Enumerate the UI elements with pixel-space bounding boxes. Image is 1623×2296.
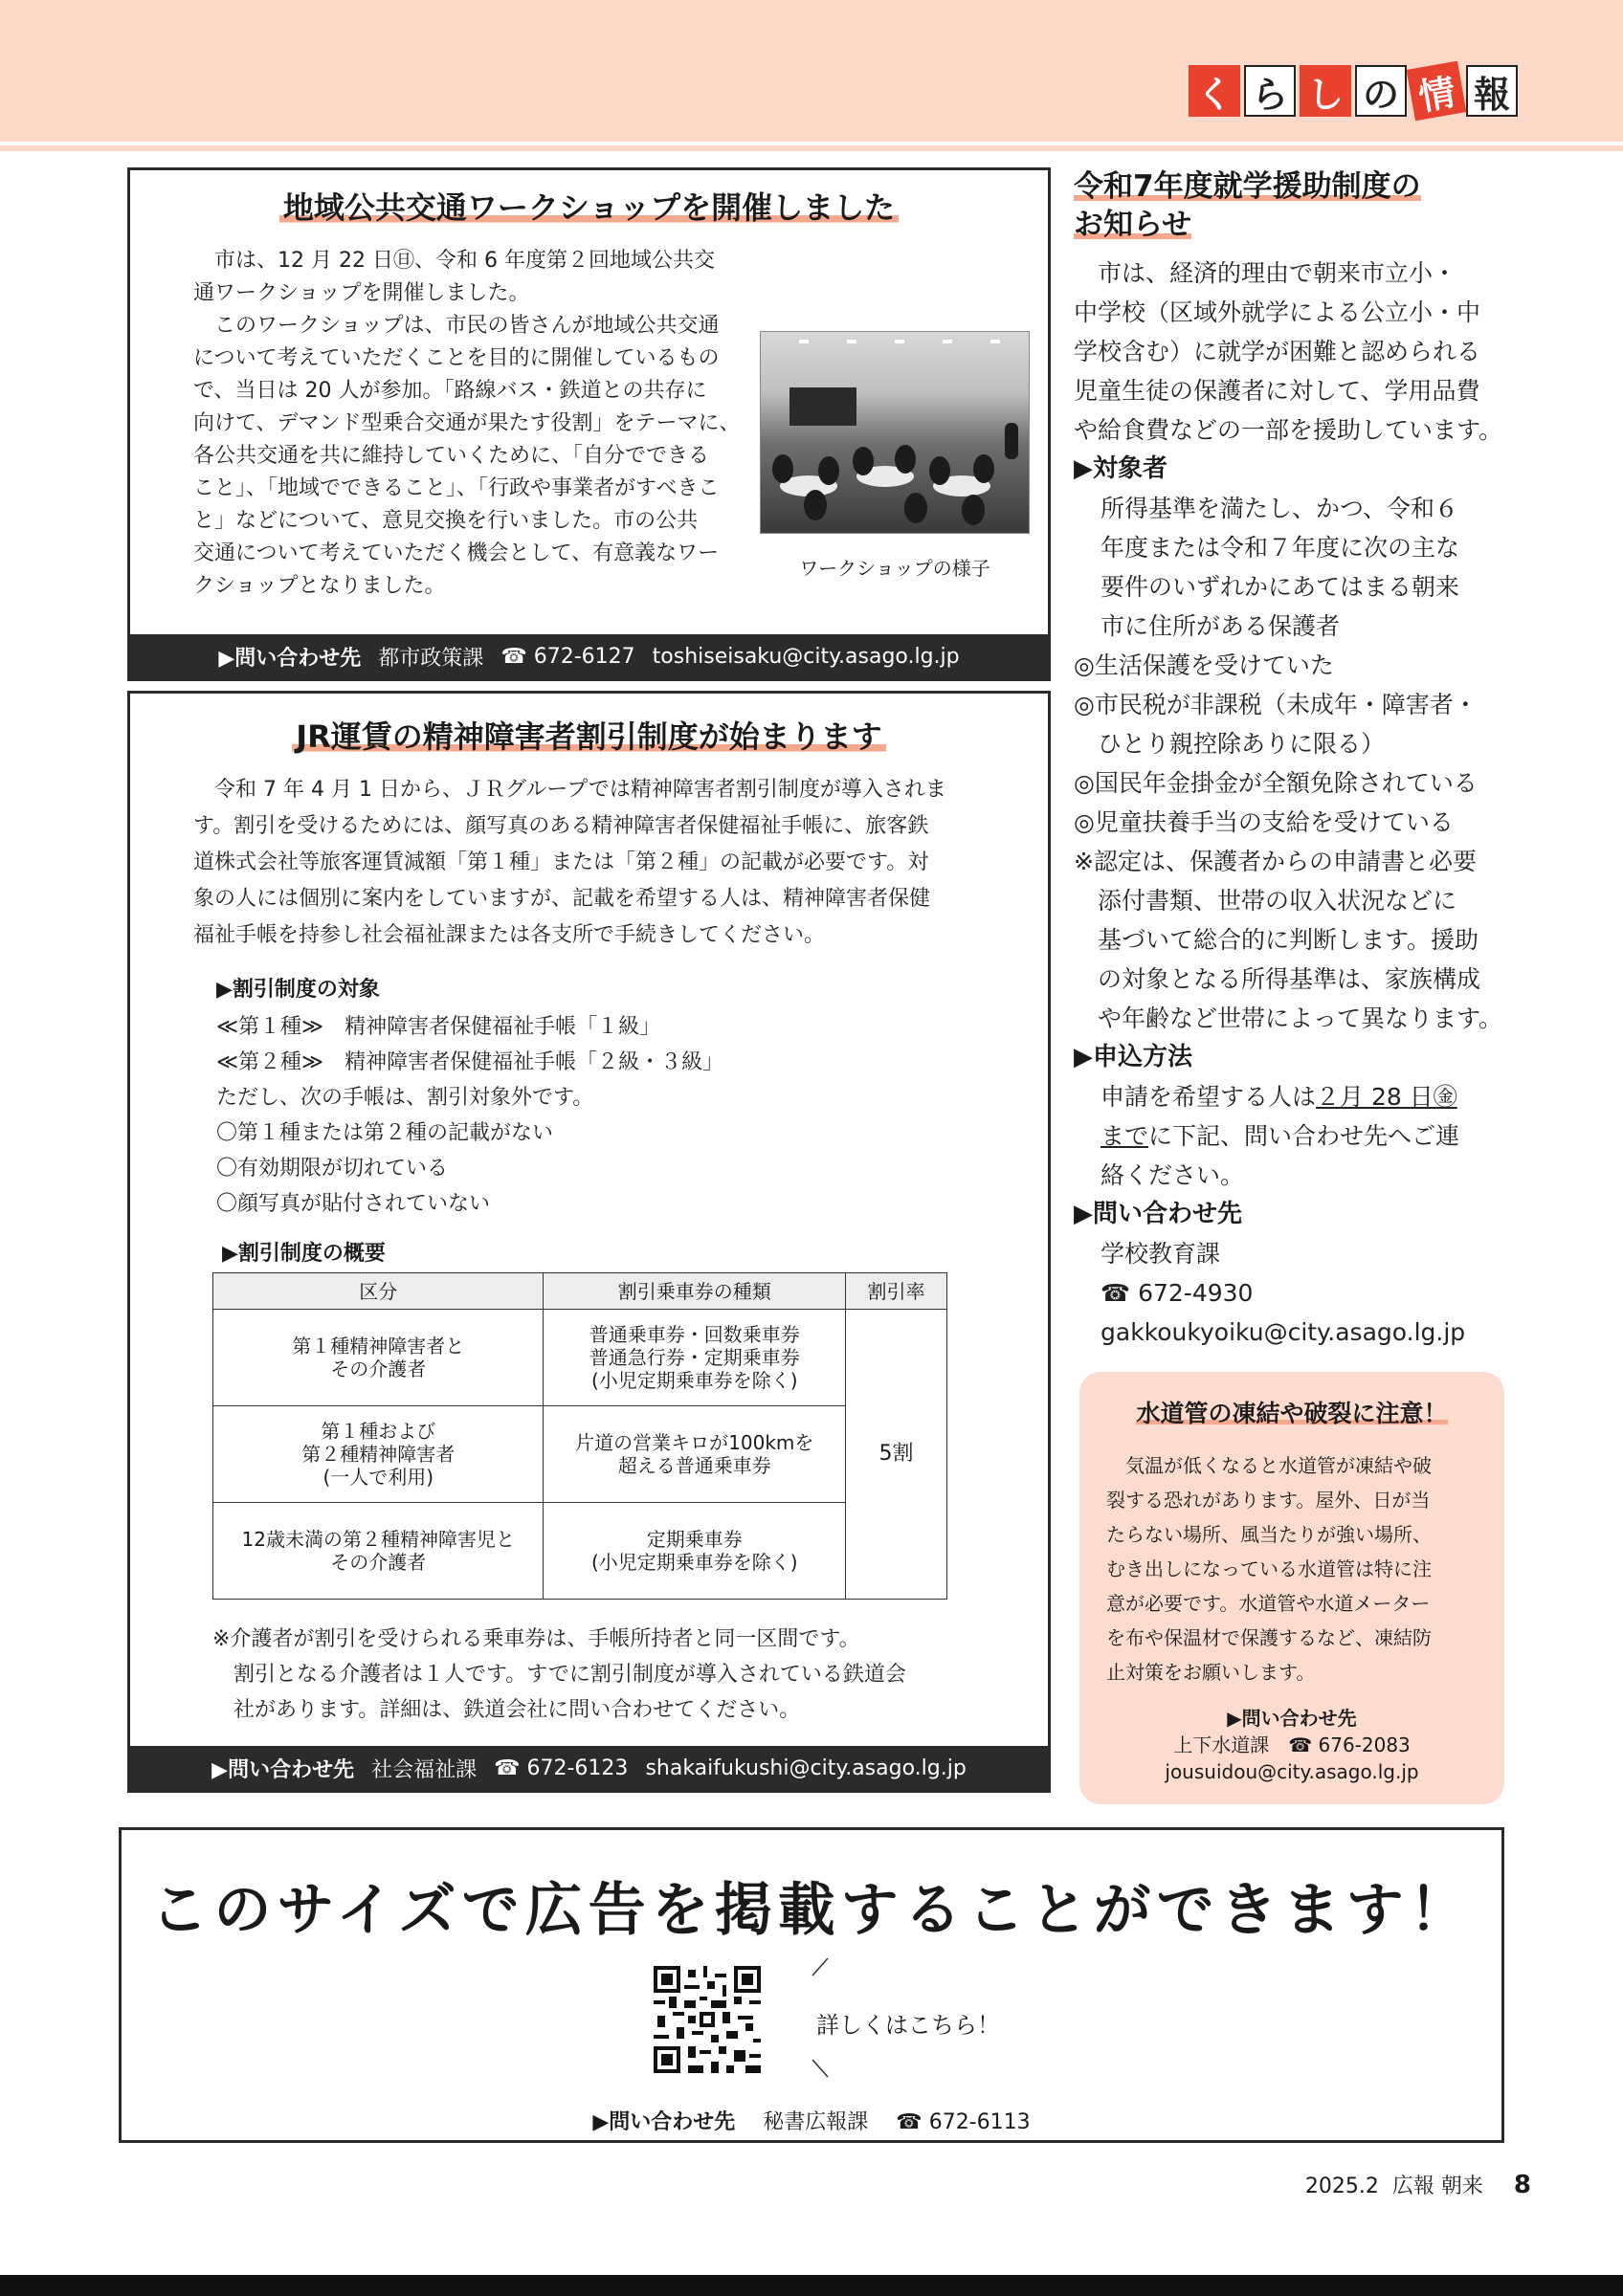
target-list bbox=[1074, 489, 1504, 646]
contact-lead: ▶問い合わせ先 bbox=[1227, 1707, 1357, 1730]
text-line: むき出しになっている水道管は特に注 bbox=[1106, 1557, 1432, 1580]
text-line: ※介護者が割引を受けられる乗車券は、手帳所持者と同一区間です。 bbox=[212, 1627, 860, 1651]
text-line: の対象となる所得基準は、家族構成 bbox=[1074, 965, 1481, 993]
article-title: 令和7年度就学援助制度の bbox=[1074, 169, 1421, 204]
contact-lead: ▶問い合わせ先 bbox=[211, 1757, 355, 1782]
table-header: 割引率 bbox=[846, 1273, 947, 1310]
text-line: 中学校（区域外就学による公立小・中 bbox=[1074, 298, 1481, 326]
contact-dept: 学校教育課 bbox=[1101, 1240, 1221, 1268]
publication-name: 広報 朝来 bbox=[1391, 2175, 1483, 2198]
contact-dept: 秘書広報課 bbox=[763, 2110, 869, 2134]
text-line: ≪第２種≫ 精神障害者保健福祉手帳「２級・３級」 bbox=[216, 1050, 724, 1074]
text-line: ◎児童扶養手当の支給を受けている bbox=[1074, 808, 1454, 836]
target-list bbox=[216, 1009, 886, 1222]
page-footer bbox=[1305, 2170, 1531, 2199]
text-line: 道株式会社等旅客運賃減額「第１種」または「第２種」の記載が必要です。対 bbox=[193, 850, 929, 874]
contact-bar bbox=[130, 634, 1048, 678]
table-row bbox=[213, 1503, 947, 1600]
contact-lead: ▶問い合わせ先 bbox=[592, 2110, 736, 2134]
table-cell: 普通乗車券・回数乗車券 普通急行券・定期乗車券 (小児定期乗車券を除く) bbox=[544, 1310, 846, 1406]
notice-title: 水道管の凍結や破裂に注意！ bbox=[1136, 1400, 1448, 1427]
text-line: 添付書類、世帯の収入状況などに bbox=[1074, 887, 1457, 915]
page-number: 8 bbox=[1513, 2171, 1531, 2199]
text-line: 令和 7 年 4 月 1 日から、ＪＲグループでは精神障害者割引制度が導入されま bbox=[193, 778, 946, 802]
text-line: 〇有効期限が切れている bbox=[216, 1157, 449, 1181]
logo-char: 情 bbox=[1407, 61, 1467, 121]
apply-deadline: ２月 28 日㊎ bbox=[1316, 1083, 1457, 1111]
contact-dept: 社会福祉課 bbox=[371, 1757, 478, 1782]
article-jr-discount bbox=[127, 691, 1051, 1793]
logo-char: の bbox=[1355, 65, 1407, 117]
table-cell: 第１種および 第２種精神障害者 (一人で利用) bbox=[213, 1406, 544, 1503]
photo-caption: ワークショップの様子 bbox=[799, 557, 990, 580]
table-cell: 12歳未満の第２種精神障害児と その介護者 bbox=[213, 1503, 544, 1600]
contact-phone: ☎ 672-6127 bbox=[500, 644, 635, 669]
article-title: 地域公共交通ワークショップを開催しました bbox=[130, 184, 1048, 228]
ad-space bbox=[119, 1827, 1504, 2143]
text-line: 割引となる介護者は１人です。すでに割引制度が導入されている鉄道会 bbox=[212, 1663, 906, 1687]
notice-body bbox=[1106, 1448, 1489, 1689]
apply-heading: ▶申込方法 bbox=[1074, 1043, 1192, 1071]
issue-date: 2025.2 bbox=[1304, 2175, 1379, 2198]
text-line: 基づいて総合的に判断します。援助 bbox=[1074, 926, 1479, 954]
table-header: 割引乗車券の種類 bbox=[544, 1273, 846, 1310]
contact-bar bbox=[130, 1746, 1048, 1790]
text-line: や給食費などの一部を援助しています。 bbox=[1074, 416, 1503, 444]
text-line: 気温が低くなると水道管が凍結や破 bbox=[1106, 1454, 1432, 1477]
section-logo bbox=[1189, 65, 1518, 117]
target-heading: ▶対象者 bbox=[1074, 454, 1167, 483]
workshop-photo bbox=[760, 331, 1030, 534]
text-line: や年齢など世帯によって異なります。 bbox=[1074, 1004, 1503, 1032]
text-line: 各公共交通を共に維持していくために、「自分でできる bbox=[193, 444, 710, 468]
text-line: 市は、12 月 22 日㊐、令和 6 年度第２回地域公共交 bbox=[193, 249, 715, 273]
contact-dept: 都市政策課 bbox=[378, 646, 484, 671]
text-line: ◎生活保護を受けていた bbox=[1074, 651, 1334, 679]
table-row bbox=[213, 1310, 947, 1406]
article-intro bbox=[1074, 254, 1504, 450]
article-school-aid bbox=[1074, 167, 1504, 1352]
text-line: このワークショップは、市民の皆さんが地域公共交通 bbox=[193, 314, 720, 338]
article-body bbox=[193, 245, 758, 603]
text-line: 絡ください。 bbox=[1101, 1161, 1245, 1189]
contact-phone: ☎ 672-6113 bbox=[896, 2110, 1031, 2134]
water-pipe-notice bbox=[1079, 1372, 1504, 1804]
text-line: 福祉手帳を持参し社会福祉課または各支所で手続きしてください。 bbox=[193, 923, 826, 947]
text-line: 向けて、デマンド型乗合交通が果たす役割」をテーマに、 bbox=[193, 411, 741, 435]
qr-code-icon[interactable] bbox=[654, 1966, 761, 2073]
text-line: 市に住所がある保護者 bbox=[1101, 612, 1341, 640]
logo-char: 報 bbox=[1466, 65, 1518, 117]
contact-info bbox=[1074, 1234, 1504, 1352]
article-workshop bbox=[127, 167, 1051, 681]
article-title: JR運賃の精神障害者割引制度が始まります bbox=[130, 713, 1048, 757]
bottom-bar bbox=[0, 2275, 1623, 2296]
ad-headline: このサイズで広告を掲載することができます！ bbox=[150, 1877, 1473, 1944]
text-line: 裂する恐れがあります。屋外、日が当 bbox=[1106, 1489, 1431, 1512]
apply-text bbox=[1074, 1077, 1504, 1195]
contact-phone: ☎ 672-4930 bbox=[1101, 1279, 1254, 1307]
text-line: 学校含む）に就学が困難と認められる bbox=[1074, 338, 1481, 365]
text-line: で、当日は 20 人が参加。「路線バス・鉄道との共存に bbox=[193, 379, 707, 403]
article-intro bbox=[193, 772, 1026, 954]
text-line: 通ワークショップを開催しました。 bbox=[193, 281, 530, 305]
text-line: について考えていただくことを目的に開催しているもの bbox=[193, 346, 720, 370]
overview-heading: ▶割引制度の概要 bbox=[222, 1242, 386, 1266]
article-title-line2: お知らせ bbox=[1074, 208, 1192, 242]
text-line: たらない場所、風当たりが強い場所、 bbox=[1106, 1523, 1432, 1546]
text-line: す。割引を受けるためには、顔写真のある精神障害者保健福祉手帳に、旅客鉄 bbox=[193, 814, 929, 838]
text-line: 意が必要です。水道管や水道メーター bbox=[1106, 1592, 1431, 1615]
header-stripe bbox=[0, 134, 1623, 142]
logo-char: く bbox=[1189, 65, 1240, 117]
table-header-row bbox=[213, 1273, 947, 1310]
contact-email[interactable]: jousuidou@city.asago.lg.jp bbox=[1165, 1760, 1419, 1783]
text-line: ただし、次の手帳は、割引対象外です。 bbox=[216, 1086, 594, 1110]
table-cell: 片道の営業キロが100kmを 超える普通乗車券 bbox=[544, 1406, 846, 1503]
ad-contact bbox=[122, 2106, 1501, 2135]
table-row bbox=[213, 1406, 947, 1503]
text-line: までに下記、問い合わせ先へご連 bbox=[1101, 1122, 1460, 1150]
table-cell: 定期乗車券 (小児定期乗車券を除く) bbox=[544, 1503, 846, 1600]
text-line: ※認定は、保護者からの申請書と必要 bbox=[1074, 848, 1477, 875]
text-line: ◎市民税が非課税（未成年・障害者・ bbox=[1074, 691, 1478, 718]
conditions-list bbox=[1074, 646, 1504, 1038]
logo-char: し bbox=[1300, 65, 1351, 117]
contact-heading: ▶問い合わせ先 bbox=[1074, 1200, 1242, 1228]
text-line: 所得基準を満たし、かつ、令和６ bbox=[1101, 495, 1459, 522]
contact-line: 上下水道課 ☎ 676-2083 bbox=[1173, 1733, 1411, 1756]
text-line: 止対策をお願いします。 bbox=[1106, 1661, 1316, 1684]
notice-contact bbox=[1079, 1705, 1504, 1785]
text-line: 象の人には個別に案内をしていますが、記載を希望する人は、精神障害者保健 bbox=[193, 887, 931, 911]
ad-details-link[interactable]: 詳しくはこちら！ bbox=[816, 2012, 1000, 2039]
text-line: クショップとなりました。 bbox=[193, 574, 446, 598]
text-line: 市は、経済的理由で朝来市立小・ bbox=[1074, 259, 1457, 287]
text-line: と」などについて、意見交換を行いました。市の公共 bbox=[193, 509, 699, 533]
table-header: 区分 bbox=[213, 1273, 544, 1310]
text-line: を布や保温材で保護するなど、凍結防 bbox=[1106, 1626, 1432, 1649]
contact-lead: ▶問い合わせ先 bbox=[218, 646, 362, 671]
text-line: 申請を希望する人は２月 28 日㊎ bbox=[1101, 1083, 1457, 1111]
text-line: 社があります。詳細は、鉄道会社に問い合わせてください。 bbox=[212, 1698, 801, 1722]
text-line: 〇顔写真が貼付されていない bbox=[216, 1192, 491, 1216]
text-line: 児童生徒の保護者に対して、学用品費 bbox=[1074, 377, 1480, 405]
text-line: ◎国民年金掛金が全額免除されている bbox=[1074, 769, 1478, 797]
text-line: ひとり親控除ありに限る） bbox=[1074, 730, 1386, 758]
text-line: 要件のいずれかにあてはまる朝来 bbox=[1101, 573, 1460, 601]
discount-table bbox=[212, 1272, 947, 1600]
target-heading: ▶割引制度の対象 bbox=[216, 978, 380, 1002]
text-line: 交通について考えていただく機会として、有意義なワー bbox=[193, 541, 720, 565]
text-line: こと」、「地域でできること」、「行政や事業者がすべきこ bbox=[193, 476, 720, 500]
contact-email[interactable]: toshiseisaku@city.asago.lg.jp bbox=[652, 644, 960, 669]
table-cell-rate: 5割 bbox=[846, 1310, 947, 1600]
logo-char: ら bbox=[1244, 65, 1296, 117]
text-line: 〇第１種または第２種の記載がない bbox=[216, 1121, 554, 1145]
contact-phone: ☎ 672-6123 bbox=[494, 1755, 629, 1780]
contact-email[interactable]: gakkoukyoiku@city.asago.lg.jp bbox=[1101, 1318, 1466, 1346]
contact-email[interactable]: shakaifukushi@city.asago.lg.jp bbox=[645, 1755, 967, 1780]
article-notes bbox=[212, 1622, 1035, 1728]
header-stripe bbox=[0, 145, 1623, 151]
text-line: 年度または令和７年度に次の主な bbox=[1101, 534, 1460, 562]
table-cell: 第１種精神障害者と その介護者 bbox=[213, 1310, 544, 1406]
text-line: ≪第１種≫ 精神障害者保健福祉手帳「１級」 bbox=[216, 1015, 661, 1039]
